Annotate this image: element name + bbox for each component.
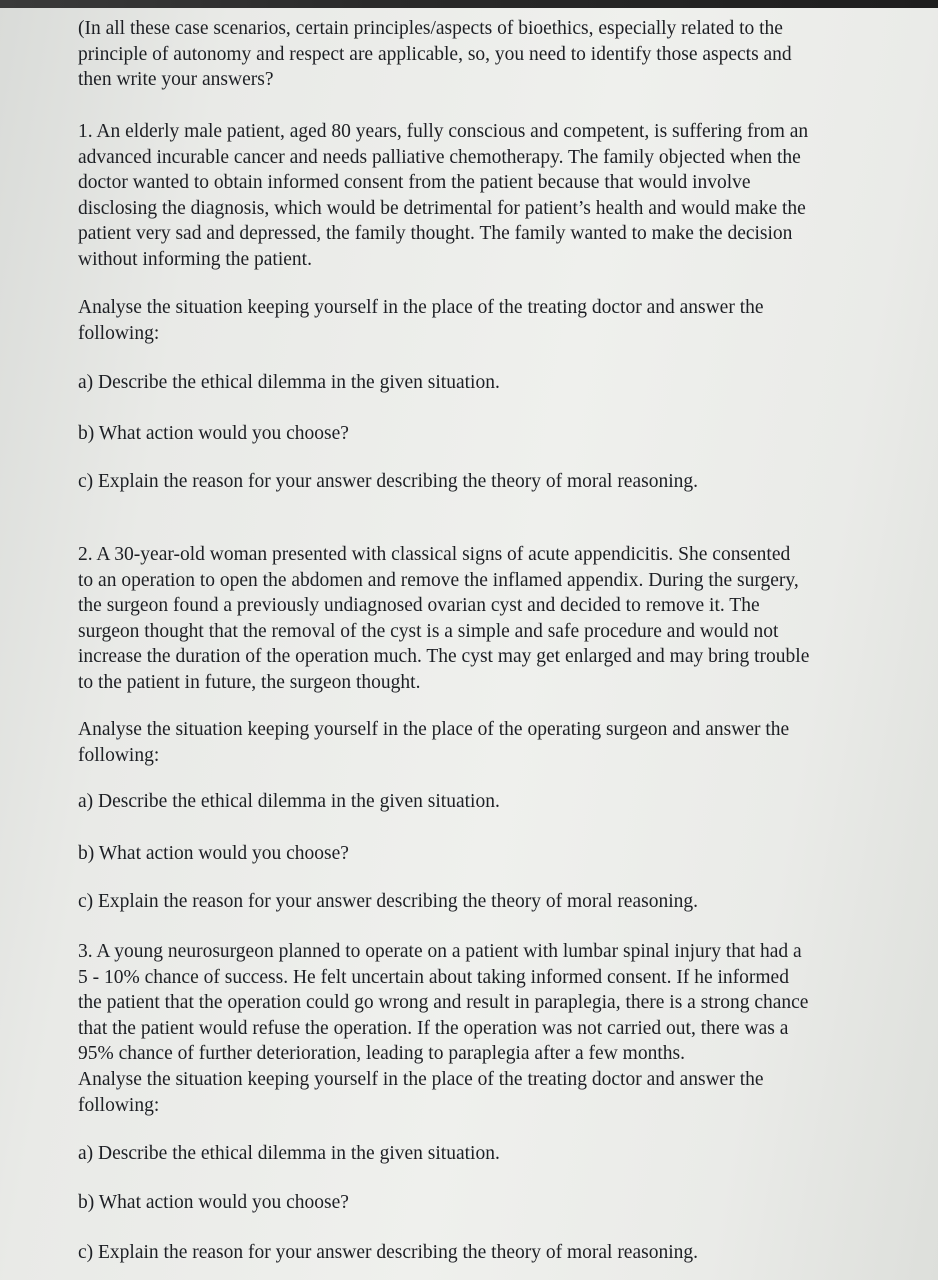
case-2-question-a: a) Describe the ethical dilemma in the given situation. bbox=[78, 791, 500, 812]
case-3-description bbox=[78, 939, 898, 1067]
text-line: following: bbox=[78, 1094, 160, 1116]
case-3-question-a: a) Describe the ethical dilemma in the given situation. bbox=[78, 1143, 500, 1164]
case-1-description bbox=[78, 119, 898, 272]
text-line: following: bbox=[78, 322, 160, 344]
text-line: 95% chance of further deterioration, leading to paraplegia after a few months. bbox=[78, 1043, 685, 1064]
text-line: principle of autonomy and respect are applicable, so, you need to identify those aspects and bbox=[78, 43, 792, 65]
case-3-question-c: c) Explain the reason for your answer describing the theory of moral reasoning. bbox=[78, 1242, 699, 1263]
case-3-instruction bbox=[78, 1067, 898, 1118]
text-line: the patient that the operation could go wrong and result in paraplegia, there is a strong chance bbox=[78, 992, 809, 1013]
case-2-instruction bbox=[78, 717, 898, 768]
text-line: then write your answers? bbox=[78, 69, 274, 90]
text-line: the surgeon found a previously undiagnosed ovarian cyst and decided to remove it. The bbox=[78, 595, 760, 616]
text-line: 5 - 10% chance of success. He felt uncertain about taking informed consent. If he informed bbox=[78, 966, 789, 988]
case-3-question-b: b) What action would you choose? bbox=[78, 1192, 349, 1213]
case-1-question-c: c) Explain the reason for your answer describing the theory of moral reasoning. bbox=[78, 471, 699, 492]
text-line: Analyse the situation keeping yourself in the place of the operating surgeon and answer the bbox=[78, 719, 790, 740]
text-line: patient very sad and depressed, the family thought. The family wanted to make the decision bbox=[78, 223, 793, 244]
case-2-description bbox=[78, 542, 898, 695]
intro-paragraph bbox=[78, 16, 898, 93]
case-2-question-b: b) What action would you choose? bbox=[78, 843, 349, 864]
text-line: Analyse the situation keeping yourself in the place of the treating doctor and answer the bbox=[78, 1069, 764, 1090]
text-line: advanced incurable cancer and needs palliative chemotherapy. The family objected when the bbox=[78, 146, 801, 168]
text-line: 2. A 30-year-old woman presented with classical signs of acute appendicitis. She consented bbox=[78, 544, 791, 565]
text-line: surgeon thought that the removal of the cyst is a simple and safe procedure and would not bbox=[78, 620, 779, 642]
text-line: following: bbox=[78, 744, 160, 766]
text-line: disclosing the diagnosis, which would be detrimental for patient’s health and would make the bbox=[78, 197, 806, 219]
text-line: increase the duration of the operation much. The cyst may get enlarged and may bring trouble bbox=[78, 646, 810, 667]
case-1-question-b: b) What action would you choose? bbox=[78, 423, 349, 444]
text-line: 3. A young neurosurgeon planned to operate on a patient with lumbar spinal injury that had a bbox=[78, 941, 802, 962]
text-line: 1. An elderly male patient, aged 80 years, fully conscious and competent, is suffering from an bbox=[78, 121, 809, 142]
text-line: without informing the patient. bbox=[78, 248, 312, 270]
case-2-question-c: c) Explain the reason for your answer describing the theory of moral reasoning. bbox=[78, 891, 699, 912]
text-line: Analyse the situation keeping yourself in the place of the treating doctor and answer the bbox=[78, 297, 764, 318]
text-line: (In all these case scenarios, certain principles/aspects of bioethics, especially related to the bbox=[78, 18, 783, 39]
text-line: doctor wanted to obtain informed consent from the patient because that would involve bbox=[78, 172, 751, 193]
text-line: to the patient in future, the surgeon thought. bbox=[78, 671, 421, 693]
case-1-question-a: a) Describe the ethical dilemma in the given situation. bbox=[78, 372, 500, 393]
text-line: to an operation to open the abdomen and remove the inflamed appendix. During the surgery, bbox=[78, 569, 799, 591]
text-line: that the patient would refuse the operation. If the operation was not carried out, there was a bbox=[78, 1017, 789, 1039]
case-1-instruction bbox=[78, 295, 898, 346]
